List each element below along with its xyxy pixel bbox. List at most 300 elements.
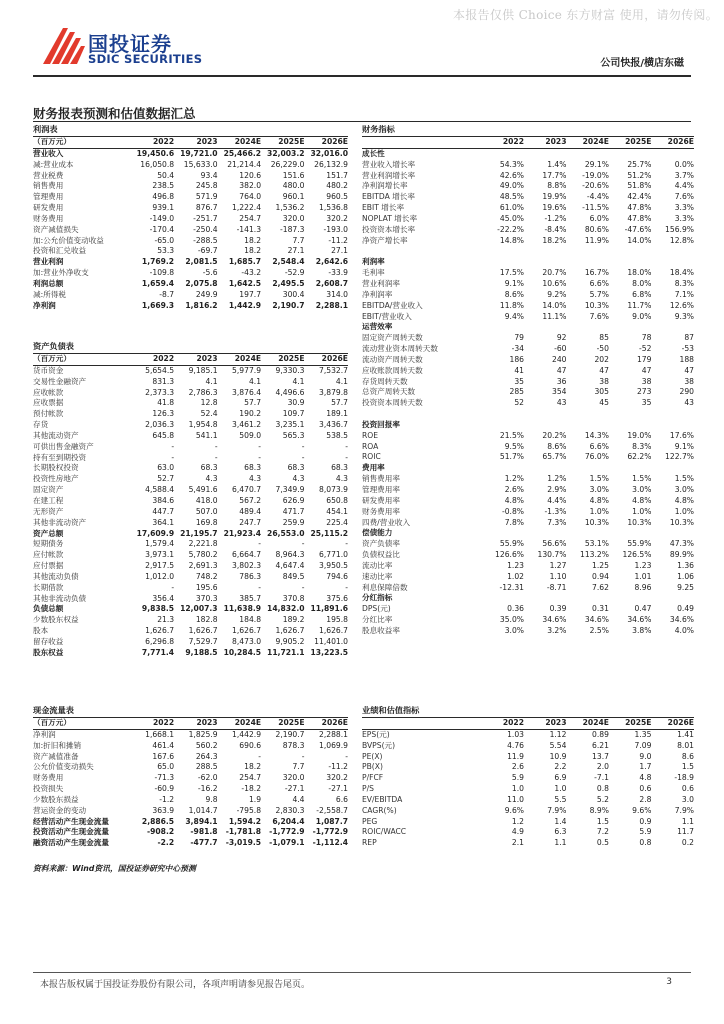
table-row bbox=[362, 203, 694, 214]
row-value: 7.9% bbox=[547, 805, 567, 815]
row-label: 少数股东权益 bbox=[33, 615, 79, 625]
row-value: 1.5% bbox=[674, 474, 694, 484]
row-value: 748.2 bbox=[195, 571, 218, 581]
table-row bbox=[362, 279, 694, 290]
row-value: - bbox=[258, 452, 262, 462]
row-label: EBITDA/营业收入 bbox=[362, 300, 423, 310]
unit-label: （百万元） bbox=[33, 718, 131, 730]
row-value: 2,495.5 bbox=[272, 278, 305, 288]
row-label: 营业税费 bbox=[33, 170, 64, 180]
table-row bbox=[362, 572, 694, 583]
row-value: -12.31 bbox=[499, 582, 524, 592]
row-label: 股本 bbox=[33, 626, 49, 636]
row-value: 45 bbox=[599, 398, 609, 408]
row-value: 11.7% bbox=[627, 300, 652, 310]
row-value: 5.54 bbox=[549, 740, 567, 750]
row-label: 长期借款 bbox=[33, 582, 64, 592]
table-row bbox=[33, 160, 348, 171]
table-row bbox=[362, 762, 694, 773]
row-value: 26,132.9 bbox=[314, 159, 348, 169]
row-label: EBIT 增长率 bbox=[362, 203, 405, 213]
row-label: EBITDA 增长率 bbox=[362, 192, 415, 202]
row-value: 11.9 bbox=[507, 751, 524, 761]
row-label: 短期债务 bbox=[33, 539, 64, 549]
row-value: -109.8 bbox=[149, 268, 175, 278]
row-value: 13.7 bbox=[592, 751, 609, 761]
row-label: 可供出售金融资产 bbox=[33, 441, 94, 451]
row-value bbox=[524, 322, 566, 333]
row-label: 营运资金的变动 bbox=[33, 805, 87, 815]
table-header-row bbox=[362, 718, 694, 730]
unit-label: （百万元） bbox=[33, 137, 131, 149]
row-value: -1,079.1 bbox=[269, 838, 305, 848]
row-value: 11,638.9 bbox=[223, 604, 262, 614]
row-value: 19.6% bbox=[542, 203, 567, 213]
row-value: 2,288.1 bbox=[315, 300, 348, 310]
row-value: 1,626.7 bbox=[188, 626, 218, 636]
row-value: 1.12 bbox=[549, 729, 567, 739]
row-value: 939.1 bbox=[152, 203, 175, 213]
table-row bbox=[362, 550, 694, 561]
row-value: 0.94 bbox=[592, 571, 609, 581]
row-value bbox=[566, 463, 608, 474]
table-row bbox=[33, 496, 348, 507]
row-value: 61.0% bbox=[499, 203, 524, 213]
row-value: 3,950.5 bbox=[319, 561, 348, 571]
row-value: 2,830.3 bbox=[275, 805, 305, 815]
row-value: 320.0 bbox=[282, 773, 305, 783]
row-value: 480.2 bbox=[326, 181, 348, 191]
footer-disclaimer: 本报告版权属于国投证券股份有限公司，各项声明请参见报告尾页。 bbox=[40, 980, 311, 990]
row-value: 2.6% bbox=[504, 485, 524, 494]
row-value: 7.6% bbox=[674, 192, 694, 202]
table-row bbox=[362, 496, 694, 507]
row-label: P/S bbox=[362, 784, 374, 794]
row-value: 1,626.7 bbox=[275, 626, 305, 636]
sdic-logo-icon bbox=[41, 26, 85, 66]
row-value: -47.6% bbox=[624, 224, 652, 234]
row-value: 9.1% bbox=[674, 441, 694, 451]
table-row bbox=[362, 301, 694, 312]
brand-name-en: SDIC SECURITIES bbox=[88, 52, 203, 66]
table-row bbox=[33, 507, 348, 518]
row-value: 0.6 bbox=[639, 784, 652, 794]
row-label: 加:折旧和摊销 bbox=[33, 740, 82, 750]
row-value: 305 bbox=[594, 387, 609, 397]
row-value: 2.9% bbox=[547, 485, 567, 494]
row-value: -2,558.7 bbox=[316, 805, 348, 815]
row-value: 4.8 bbox=[639, 773, 652, 783]
row-value: 1.01 bbox=[634, 571, 652, 581]
row-value: 764.0 bbox=[239, 192, 262, 202]
row-label: 无形资产 bbox=[33, 506, 64, 516]
row-value: 10.3% bbox=[584, 300, 609, 310]
row-value bbox=[524, 593, 566, 604]
row-value bbox=[609, 593, 651, 604]
row-value: 18.2% bbox=[542, 235, 567, 245]
table-row bbox=[362, 729, 694, 740]
row-value: 3,802.3 bbox=[232, 561, 262, 571]
row-value bbox=[482, 463, 524, 474]
row-value bbox=[524, 420, 566, 431]
row-label bbox=[362, 409, 482, 420]
row-value: 52.4 bbox=[200, 409, 218, 419]
row-value: 300.4 bbox=[282, 289, 305, 299]
table-row bbox=[362, 214, 694, 225]
row-value: -71.3 bbox=[154, 773, 175, 783]
row-label: REP bbox=[362, 838, 377, 848]
row-value: 4.3 bbox=[248, 474, 262, 484]
row-value: 9,188.5 bbox=[185, 647, 218, 657]
row-value bbox=[482, 593, 524, 604]
valuation-metrics bbox=[362, 704, 694, 849]
table-row bbox=[33, 398, 348, 409]
row-value: 384.6 bbox=[152, 495, 175, 505]
row-value: 254.7 bbox=[239, 213, 262, 223]
year-header: 2023 bbox=[174, 354, 217, 366]
row-value: 8.3% bbox=[632, 441, 652, 451]
row-value: 2.6 bbox=[511, 762, 524, 772]
row-value: 8.6% bbox=[504, 289, 524, 299]
row-value: 19,721.0 bbox=[180, 148, 218, 158]
row-label: 四费/营业收入 bbox=[362, 517, 411, 527]
table-row bbox=[362, 420, 694, 431]
row-value: 26,553.0 bbox=[267, 528, 305, 538]
table-row bbox=[362, 236, 694, 247]
row-label: 投资活动产生现金流量 bbox=[33, 827, 109, 837]
row-value: 11,401.0 bbox=[314, 636, 348, 646]
row-label: 交易性金融资产 bbox=[33, 376, 87, 386]
row-label: 净利润 bbox=[33, 729, 56, 739]
row-value: 68.3 bbox=[331, 463, 348, 473]
row-value: -250.4 bbox=[193, 224, 218, 234]
row-value: - bbox=[258, 582, 262, 592]
row-value: 1,442.9 bbox=[228, 300, 262, 310]
table-row bbox=[33, 648, 348, 659]
row-value: 4.4% bbox=[674, 181, 694, 191]
row-label: 融资活动产生现金流量 bbox=[33, 838, 109, 848]
row-label: CAGR(%) bbox=[362, 805, 397, 815]
row-value: -11.2 bbox=[328, 762, 348, 772]
row-value: 43 bbox=[556, 398, 567, 408]
row-value: 2,642.6 bbox=[315, 257, 348, 267]
row-value: 25,466.2 bbox=[223, 148, 262, 158]
row-value: 12.6% bbox=[669, 300, 694, 310]
row-value: 509.0 bbox=[239, 430, 262, 440]
row-value bbox=[651, 148, 694, 159]
table-row bbox=[33, 214, 348, 225]
row-value: 65.0 bbox=[157, 762, 175, 772]
row-value bbox=[482, 322, 524, 333]
row-value: 9,185.1 bbox=[188, 365, 218, 375]
table-row bbox=[362, 528, 694, 539]
row-value: 195.8 bbox=[326, 615, 348, 625]
row-value: 480.0 bbox=[282, 181, 305, 191]
row-value: 1.0% bbox=[674, 506, 694, 516]
row-value: 18.2 bbox=[244, 762, 262, 772]
row-value: -8.71 bbox=[546, 582, 567, 592]
table-row bbox=[362, 171, 694, 182]
row-label: 其他非流动资产 bbox=[33, 517, 87, 527]
row-value: 1.4% bbox=[547, 159, 567, 169]
row-label: 营业利润 bbox=[33, 257, 64, 267]
row-value: 9.6% bbox=[632, 805, 652, 815]
row-value: 1,442.9 bbox=[232, 729, 262, 739]
row-value: -53 bbox=[681, 344, 694, 354]
row-value: 1.5% bbox=[632, 474, 652, 484]
row-value: 25.7% bbox=[627, 159, 652, 169]
row-value: 249.9 bbox=[195, 289, 218, 299]
row-value bbox=[609, 322, 651, 333]
table-row bbox=[33, 171, 348, 182]
table-row bbox=[33, 539, 348, 550]
table-row bbox=[33, 236, 348, 247]
row-value: 1.1 bbox=[681, 816, 694, 826]
row-value: 43 bbox=[684, 398, 694, 408]
row-value: 247.7 bbox=[239, 517, 262, 527]
row-value: 3,876.4 bbox=[232, 387, 262, 397]
row-value: 1,816.2 bbox=[185, 300, 218, 310]
table-row bbox=[362, 583, 694, 594]
table-row bbox=[33, 752, 348, 763]
row-label: 应付票据 bbox=[33, 561, 64, 571]
row-value: 93.4 bbox=[200, 170, 218, 180]
row-value: 49.0% bbox=[499, 181, 524, 191]
row-value: 1.25 bbox=[592, 560, 609, 570]
row-value: 4.8% bbox=[504, 495, 524, 505]
row-value bbox=[609, 528, 651, 539]
row-value: -4.4% bbox=[586, 192, 609, 202]
row-value: 3,461.2 bbox=[232, 420, 262, 430]
table-row bbox=[33, 377, 348, 388]
row-value: 34.6% bbox=[669, 615, 694, 625]
row-value: -11.2 bbox=[328, 235, 348, 245]
row-value: 7.2 bbox=[596, 827, 609, 837]
row-label: PB(X) bbox=[362, 762, 383, 772]
row-value: 1,626.7 bbox=[319, 626, 348, 636]
row-value: 4.1 bbox=[292, 376, 305, 386]
row-value: 240 bbox=[551, 354, 567, 364]
table-row bbox=[33, 420, 348, 431]
source-note: 资料来源：Wind资讯，国投证券研究中心预测 bbox=[33, 864, 196, 873]
row-value: 1.7 bbox=[639, 762, 652, 772]
section-title: 财务报表预测和估值数据汇总 bbox=[33, 106, 196, 121]
year-header: 2023 bbox=[174, 137, 217, 149]
row-value: 370.3 bbox=[195, 593, 218, 603]
table-row bbox=[33, 409, 348, 420]
row-label: 营业利润增长率 bbox=[362, 170, 416, 180]
year-header: 2026E bbox=[305, 137, 348, 149]
table-row bbox=[362, 827, 694, 838]
row-value bbox=[651, 463, 694, 474]
row-value bbox=[609, 420, 651, 431]
row-value bbox=[482, 409, 524, 420]
row-value: -1,772.9 bbox=[312, 827, 348, 837]
row-value: 169.8 bbox=[195, 517, 218, 527]
row-value: -1.3% bbox=[544, 506, 567, 516]
row-value: 1.23 bbox=[507, 560, 524, 570]
row-value: 1,594.2 bbox=[228, 816, 262, 826]
row-label: 净利润率 bbox=[362, 289, 393, 299]
balance-title: 资产负债表 bbox=[33, 341, 74, 351]
unit-label bbox=[362, 718, 482, 730]
table-row bbox=[362, 795, 694, 806]
row-value: -288.5 bbox=[193, 235, 218, 245]
row-value: 6.21 bbox=[592, 740, 609, 750]
row-label: 加:营业外净收支 bbox=[33, 268, 89, 278]
table-row bbox=[33, 301, 348, 312]
table-row bbox=[33, 474, 348, 485]
row-value: 5,654.5 bbox=[145, 365, 175, 375]
row-label: 资产总额 bbox=[33, 528, 64, 538]
row-value: -65.0 bbox=[154, 235, 175, 245]
table-row bbox=[362, 604, 694, 615]
row-value bbox=[566, 322, 608, 333]
year-header: 2025E bbox=[609, 137, 651, 149]
row-value: -908.2 bbox=[146, 827, 175, 837]
row-value: 9.8 bbox=[205, 794, 218, 804]
row-value: 1,626.7 bbox=[145, 626, 175, 636]
row-value: 10.9 bbox=[549, 751, 567, 761]
row-value: 273 bbox=[636, 387, 652, 397]
cashflow-title: 现金流量表 bbox=[33, 705, 74, 715]
row-value: 48.5% bbox=[499, 192, 524, 202]
year-header: 2024E bbox=[218, 354, 261, 366]
row-value: 1,642.5 bbox=[228, 278, 262, 288]
row-label: 存货周转天数 bbox=[362, 376, 408, 386]
row-value: 6,664.7 bbox=[232, 550, 262, 560]
row-value: 2,786.3 bbox=[188, 387, 218, 397]
table-row bbox=[33, 637, 348, 648]
row-value: 17.6% bbox=[669, 430, 694, 440]
row-label: 公允价值变动损失 bbox=[33, 762, 94, 772]
row-value: 13,223.5 bbox=[310, 647, 348, 657]
row-value: - bbox=[301, 441, 305, 451]
row-value: -795.8 bbox=[236, 805, 262, 815]
year-header: 2026E bbox=[305, 354, 348, 366]
row-value: 11,721.1 bbox=[267, 647, 305, 657]
row-value: 1,668.1 bbox=[145, 729, 175, 739]
row-value: - bbox=[301, 751, 305, 761]
row-value: 1.03 bbox=[507, 729, 524, 739]
row-value: -477.7 bbox=[190, 838, 218, 848]
table-row bbox=[362, 626, 694, 637]
row-value: -981.8 bbox=[190, 827, 218, 837]
row-value: 2.5% bbox=[589, 625, 609, 635]
row-value: 197.7 bbox=[239, 289, 262, 299]
row-value bbox=[609, 148, 651, 159]
row-label: 存货 bbox=[33, 420, 49, 430]
row-value bbox=[566, 528, 608, 539]
row-value: 12,007.3 bbox=[180, 604, 218, 614]
row-value: -149.0 bbox=[149, 213, 175, 223]
row-value: 5,780.2 bbox=[188, 550, 218, 560]
row-label: 固定资产 bbox=[33, 485, 64, 495]
row-value: 375.6 bbox=[326, 593, 348, 603]
row-value: 14.0% bbox=[542, 300, 567, 310]
row-value bbox=[482, 246, 524, 257]
row-value: 567.2 bbox=[239, 495, 262, 505]
row-value: - bbox=[301, 452, 305, 462]
row-value: 30.9 bbox=[287, 398, 305, 408]
row-value: 8.6 bbox=[681, 751, 694, 761]
row-value: -251.7 bbox=[193, 213, 218, 223]
row-label: 投资资本增长率 bbox=[362, 224, 416, 234]
row-label: DPS(元) bbox=[362, 604, 391, 614]
row-value: 8,473.0 bbox=[232, 636, 262, 646]
row-value: 4.9 bbox=[511, 827, 524, 837]
table-header-row bbox=[362, 137, 694, 149]
row-label: 流动营业资本周转天数 bbox=[362, 344, 438, 354]
row-value: 4.3 bbox=[205, 474, 218, 484]
row-value: -193.0 bbox=[323, 224, 348, 234]
row-value: 8.96 bbox=[634, 582, 652, 592]
table-row bbox=[33, 192, 348, 203]
row-value: 690.6 bbox=[239, 740, 262, 750]
row-value: 849.5 bbox=[282, 571, 305, 581]
row-value bbox=[566, 593, 608, 604]
row-value: 19.0% bbox=[627, 430, 652, 440]
row-value: - bbox=[345, 582, 348, 592]
table-row bbox=[362, 539, 694, 550]
table-row bbox=[33, 148, 348, 159]
row-value: -18.9 bbox=[674, 773, 694, 783]
income-statement bbox=[33, 123, 348, 312]
row-value: 878.3 bbox=[282, 740, 305, 750]
row-value: -22.2% bbox=[497, 224, 524, 234]
table-row bbox=[362, 322, 694, 333]
row-value: 6.8% bbox=[632, 289, 652, 299]
row-value: 571.9 bbox=[195, 192, 218, 202]
row-value: 2,081.5 bbox=[185, 257, 218, 267]
table-row bbox=[33, 388, 348, 399]
row-value: 461.4 bbox=[152, 740, 175, 750]
row-value: - bbox=[345, 441, 348, 451]
row-value: 1,626.7 bbox=[232, 626, 262, 636]
row-value: 1,769.2 bbox=[141, 257, 175, 267]
row-label: 减:所得税 bbox=[33, 289, 66, 299]
row-value: 2,288.1 bbox=[319, 729, 348, 739]
row-value: 4.4% bbox=[547, 495, 567, 505]
table-row bbox=[33, 773, 348, 784]
year-header: 2023 bbox=[524, 718, 566, 730]
row-value: 370.8 bbox=[282, 593, 305, 603]
row-label: 成长性 bbox=[362, 148, 385, 158]
row-value: 1.41 bbox=[677, 729, 694, 739]
table-row bbox=[33, 518, 348, 529]
row-value: 565.3 bbox=[282, 430, 305, 440]
row-value: 4.0% bbox=[674, 625, 694, 635]
row-value: 50.4 bbox=[157, 170, 175, 180]
row-value: 1.4 bbox=[554, 816, 567, 826]
row-value: 3,235.1 bbox=[275, 420, 305, 430]
row-label: 资产减值准备 bbox=[33, 751, 79, 761]
row-value: -60.9 bbox=[154, 784, 175, 794]
row-value: -5.6 bbox=[202, 268, 218, 278]
row-value bbox=[651, 593, 694, 604]
row-label: 持有至到期投资 bbox=[33, 452, 87, 462]
row-value: -170.4 bbox=[149, 224, 175, 234]
row-value: 7,529.7 bbox=[188, 636, 218, 646]
row-value: 4.8% bbox=[674, 495, 694, 505]
table-row bbox=[362, 773, 694, 784]
row-value: 5.7% bbox=[589, 289, 609, 299]
table-row bbox=[362, 246, 694, 257]
report-type: 公司快报/横店东磁 bbox=[600, 58, 684, 69]
table-row bbox=[33, 615, 348, 626]
row-label: 毛利率 bbox=[362, 268, 385, 278]
row-value: 5.9 bbox=[511, 773, 524, 783]
